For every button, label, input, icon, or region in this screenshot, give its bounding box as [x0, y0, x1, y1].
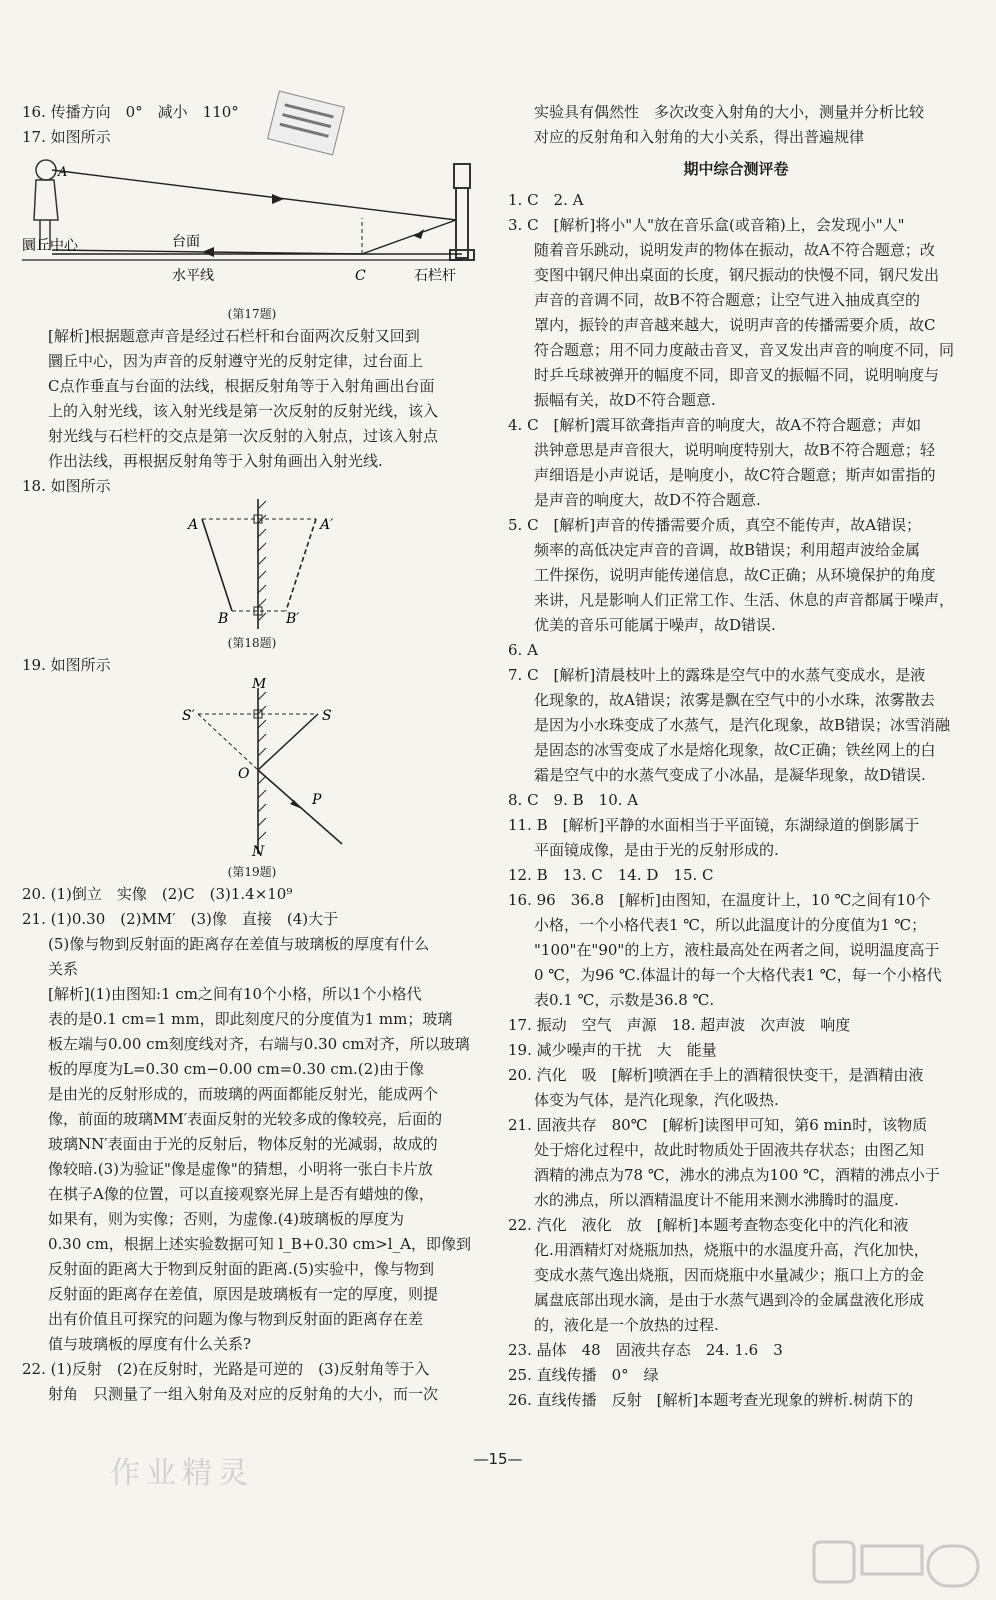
text-line: 随着音乐跳动，说明发声的物体在振动，故A不符合题意；改: [534, 241, 935, 259]
watermark-logo-icon: [812, 1538, 982, 1594]
text-line: 频率的高低决定声音的音调，故B错误；利用超声波给金属: [534, 541, 921, 559]
figure-18: [22, 499, 482, 653]
fig19-label-s: S: [322, 708, 332, 724]
text-line: 20. (1)倒立 实像 (2)C (3)1.4×10⁹: [22, 885, 293, 903]
text-line: 变成水蒸气逸出烧瓶，因而烧瓶中水量减少；瓶口上方的金: [534, 1266, 925, 1284]
text-line: 如果有，则为实像；否则，为虚像.(4)玻璃板的厚度为: [48, 1210, 405, 1228]
text-line: C点作垂直与台面的法线，根据反射角等于入射角画出台面: [48, 377, 435, 395]
text-line: 6. A: [508, 641, 538, 659]
text-line: 优美的音乐可能属于噪声，故D错误.: [534, 616, 776, 634]
text-line: 17. 如图所示: [22, 128, 111, 146]
text-line: 像，前面的玻璃MM′表面反射的光较多成的像较亮，后面的: [48, 1110, 443, 1128]
text-line: 水的沸点，所以酒精温度计不能用来测水沸腾时的温度.: [534, 1191, 899, 1209]
fig17-label-horizon: 水平线: [172, 268, 214, 284]
fig18-label-a: A: [188, 517, 199, 533]
text-line: 的，液化是一个放热的过程.: [534, 1316, 719, 1334]
railing-figure-icon: [450, 164, 474, 260]
figure-17: [22, 150, 482, 324]
text-line: 是声音的响度大，故D不符合题意.: [534, 491, 761, 509]
text-line: 时乒乓球被弹开的幅度不同，即音叉的振幅不同，说明响度与: [534, 366, 940, 384]
text-line: 19. 如图所示: [22, 656, 111, 674]
text-line: 射角 只测量了一组入射角及对应的反射角的大小，而一次: [48, 1385, 439, 1403]
text-line: [解析]根据题意声音是经过石栏杆和台面两次反射又回到: [48, 327, 420, 345]
text-line: 23. 晶体 48 固液共存态 24. 1.6 3: [508, 1341, 783, 1359]
section-title: 期中综合测评卷: [683, 160, 789, 178]
fig17-label-a: A: [58, 165, 68, 180]
text-line: 16. 96 36.8 [解析]由图知，在温度计上，10 ℃之间有10个: [508, 891, 931, 909]
text-line: 在棋子A像的位置，可以直接观察光屏上是否有蜡烛的像，: [48, 1185, 434, 1203]
figure-17-caption: (第17题): [227, 307, 277, 321]
text-line: 反射面的距离大于物到反射面的距离.(5)实验中，像与物到: [48, 1260, 435, 1278]
text-line: 21. (1)0.30 (2)MM′ (3)像 直接 (4)大于: [22, 910, 339, 928]
text-line: (5)像与物到反射面的距离存在差值与玻璃板的厚度有什么: [48, 935, 430, 953]
text-line: 0 ℃，为96 ℃.体温计的每一个大格代表1 ℃，每一个小格代: [534, 966, 942, 984]
text-line: 22. (1)反射 (2)在反射时，光路是可逆的 (3)反射角等于入: [22, 1360, 430, 1378]
text-line: 0.30 cm，根据上述实验数据可知 l_B+0.30 cm>l_A，即像到: [48, 1235, 471, 1253]
text-line: 是由光的反射形成的，而玻璃的两面都能反射光，能成两个: [48, 1085, 439, 1103]
text-line: [解析](1)由图知:1 cm之间有10个小格，所以1个小格代: [48, 985, 422, 1003]
right-column: [508, 100, 964, 1413]
figure-18-caption: (第18题): [227, 636, 277, 650]
left-column: [22, 100, 482, 1407]
text-line: 实验具有偶然性 多次改变入射角的大小，测量并分析比较: [534, 103, 925, 121]
text-line: 板的厚度为L=0.30 cm−0.00 cm=0.30 cm.(2)由于像: [48, 1060, 425, 1078]
text-line: 声细语是小声说话，是响度小，故C符合题意；斯声如雷指的: [534, 466, 936, 484]
text-line: 声音的音调不同，故B不符合题意；让空气进入抽成真空的: [534, 291, 921, 309]
fig19-label-o: O: [238, 766, 250, 782]
text-line: 酒精的沸点为78 ℃，沸水的沸点为100 ℃，酒精的沸点小于: [534, 1166, 940, 1184]
text-line: 是固态的冰雪变成了水是熔化现象，故C正确；铁丝网上的白: [534, 741, 936, 759]
text-line: 关系: [48, 960, 79, 978]
text-line: 化.用酒精灯对烧瓶加热，烧瓶中的水温度升高，汽化加快，: [534, 1241, 929, 1259]
text-line: 符合题意；用不同力度敲击音叉，音叉发出声音的响度不同，同: [534, 341, 955, 359]
text-line: 反射面的距离存在差值，原因是玻璃板有一定的厚度，则提: [48, 1285, 439, 1303]
text-line: 小格，一个小格代表1 ℃，所以此温度计的分度值为1 ℃；: [534, 916, 927, 934]
fig19-label-n: N: [252, 844, 265, 858]
fig17-label-railing: 石栏杆: [414, 268, 456, 284]
text-line: 20. 汽化 吸 [解析]喷洒在手上的酒精很快变干，是酒精由液: [508, 1066, 924, 1084]
text-line: 16. 传播方向 0° 减小 110°: [22, 103, 239, 121]
text-line: 玻璃NN′表面由于光的反射后，物体反射的光减弱，故成的: [48, 1135, 438, 1153]
fig18-label-b: B: [218, 611, 229, 627]
text-line: 作出法线，再根据反射角等于入射角画出入射光线.: [48, 452, 383, 470]
text-line: 7. C [解析]清晨枝叶上的露珠是空气中的水蒸气变成水，是液: [508, 666, 926, 684]
fig19-label-p: P: [312, 792, 322, 808]
watermark-text: 作业精灵: [110, 1456, 254, 1491]
fig17-label-platform: 台面: [172, 234, 200, 250]
text-line: 工件探伤，说明声能传递信息，故C正确；从环境保护的角度: [534, 566, 936, 584]
text-line: 是因为小水珠变成了水蒸气，是汽化现象，故B错误；冰雪消融: [534, 716, 951, 734]
text-line: 罩内，振铃的声音越来越大，说明声音的传播需要介质，故C: [534, 316, 936, 334]
fig19-label-s2: S′: [182, 708, 195, 724]
text-line: 处于熔化过程中，故此时物质处于固液共存状态；由图乙知: [534, 1141, 925, 1159]
fig17-label-center: 圜丘中心: [22, 238, 78, 254]
text-line: 值与玻璃板的厚度有什么关系?: [48, 1335, 252, 1353]
text-line: 17. 振动 空气 声源 18. 超声波 次声波 响度: [508, 1016, 851, 1034]
figure-19-caption: (第19题): [227, 865, 277, 879]
text-line: 4. C [解析]震耳欲聋指声音的响度大，故A不符合题意；声如: [508, 416, 922, 434]
text-line: 1. C 2. A: [508, 191, 584, 209]
text-line: 18. 如图所示: [22, 477, 111, 495]
text-line: 21. 固液共存 80℃ [解析]读图甲可知，第6 min时，该物质: [508, 1116, 928, 1134]
text-line: 22. 汽化 液化 放 [解析]本题考查物态变化中的汽化和液: [508, 1216, 909, 1234]
text-line: 圜丘中心，因为声音的反射遵守光的反射定律，过台面上: [48, 352, 424, 370]
text-line: "100"在"90"的上方，液柱最高处在两者之间，说明温度高于: [534, 941, 940, 959]
girl-figure-icon: [34, 160, 58, 250]
text-line: 出有价值且可探究的问题为像与物到反射面的距离存在差: [48, 1310, 424, 1328]
fig19-label-m: M: [252, 678, 267, 692]
fig18-label-b2: B′: [286, 611, 300, 627]
page-number: —15—: [473, 1450, 523, 1468]
text-line: 属盘底部出现水滴，是由于水蒸气遇到冷的金属盘液化形成: [534, 1291, 925, 1309]
text-line: 对应的反射角和入射角的大小关系，得出普遍规律: [534, 128, 865, 146]
text-line: 25. 直线传播 0° 绿: [508, 1366, 659, 1384]
text-line: 表0.1 ℃，示数是36.8 ℃.: [534, 991, 715, 1009]
text-line: 平面镜成像，是由于光的反射形成的.: [534, 841, 779, 859]
text-line: 3. C [解析]将小"人"放在音乐盒(或音箱)上，会发现小"人": [508, 216, 905, 234]
text-line: 洪钟意思是声音很大，说明响度特别大，故B不符合题意；轻: [534, 441, 936, 459]
text-line: 8. C 9. B 10. A: [508, 791, 639, 809]
text-line: 振幅有关，故D不符合题意.: [534, 391, 716, 409]
figure-19: [22, 678, 482, 882]
fig18-label-a2: A′: [320, 517, 334, 533]
text-line: 表的是0.1 cm=1 mm，即此刻度尺的分度值为1 mm；玻璃: [48, 1010, 453, 1028]
text-line: 5. C [解析]声音的传播需要介质，真空不能传声，故A错误；: [508, 516, 922, 534]
text-line: 26. 直线传播 反射 [解析]本题考查光现象的辨析.树荫下的: [508, 1391, 914, 1409]
text-line: 化现象的，故A错误；浓雾是飘在空气中的小水珠，浓雾散去: [534, 691, 935, 709]
text-line: 体变为气体，是汽化现象，汽化吸热.: [534, 1091, 779, 1109]
text-line: 变图中钢尺伸出桌面的长度，钢尺振动的快慢不同，钢尺发出: [534, 266, 940, 284]
text-line: 12. B 13. C 14. D 15. C: [508, 866, 714, 884]
text-line: 射光线与石栏杆的交点是第一次反射的入射点，过该入射点: [48, 427, 439, 445]
text-line: 霜是空气中的水蒸气变成了小冰晶，是凝华现象，故D错误.: [534, 766, 926, 784]
text-line: 11. B [解析]平静的水面相当于平面镜，东湖绿道的倒影属于: [508, 816, 920, 834]
text-line: 上的入射光线，该入射光线是第一次反射的反射光线，该入: [48, 402, 439, 420]
fig17-label-c: C: [355, 268, 366, 284]
text-line: 板左端与0.00 cm刻度线对齐，右端与0.30 cm对齐，所以玻璃: [48, 1035, 470, 1053]
text-line: 来讲，凡是影响人们正常工作、生活、休息的声音都属于噪声，: [534, 591, 955, 609]
text-line: 19. 减少噪声的干扰 大 能量: [508, 1041, 717, 1059]
text-line: 像较暗.(3)为验证"像是虚像"的猜想，小明将一张白卡片放: [48, 1160, 433, 1178]
